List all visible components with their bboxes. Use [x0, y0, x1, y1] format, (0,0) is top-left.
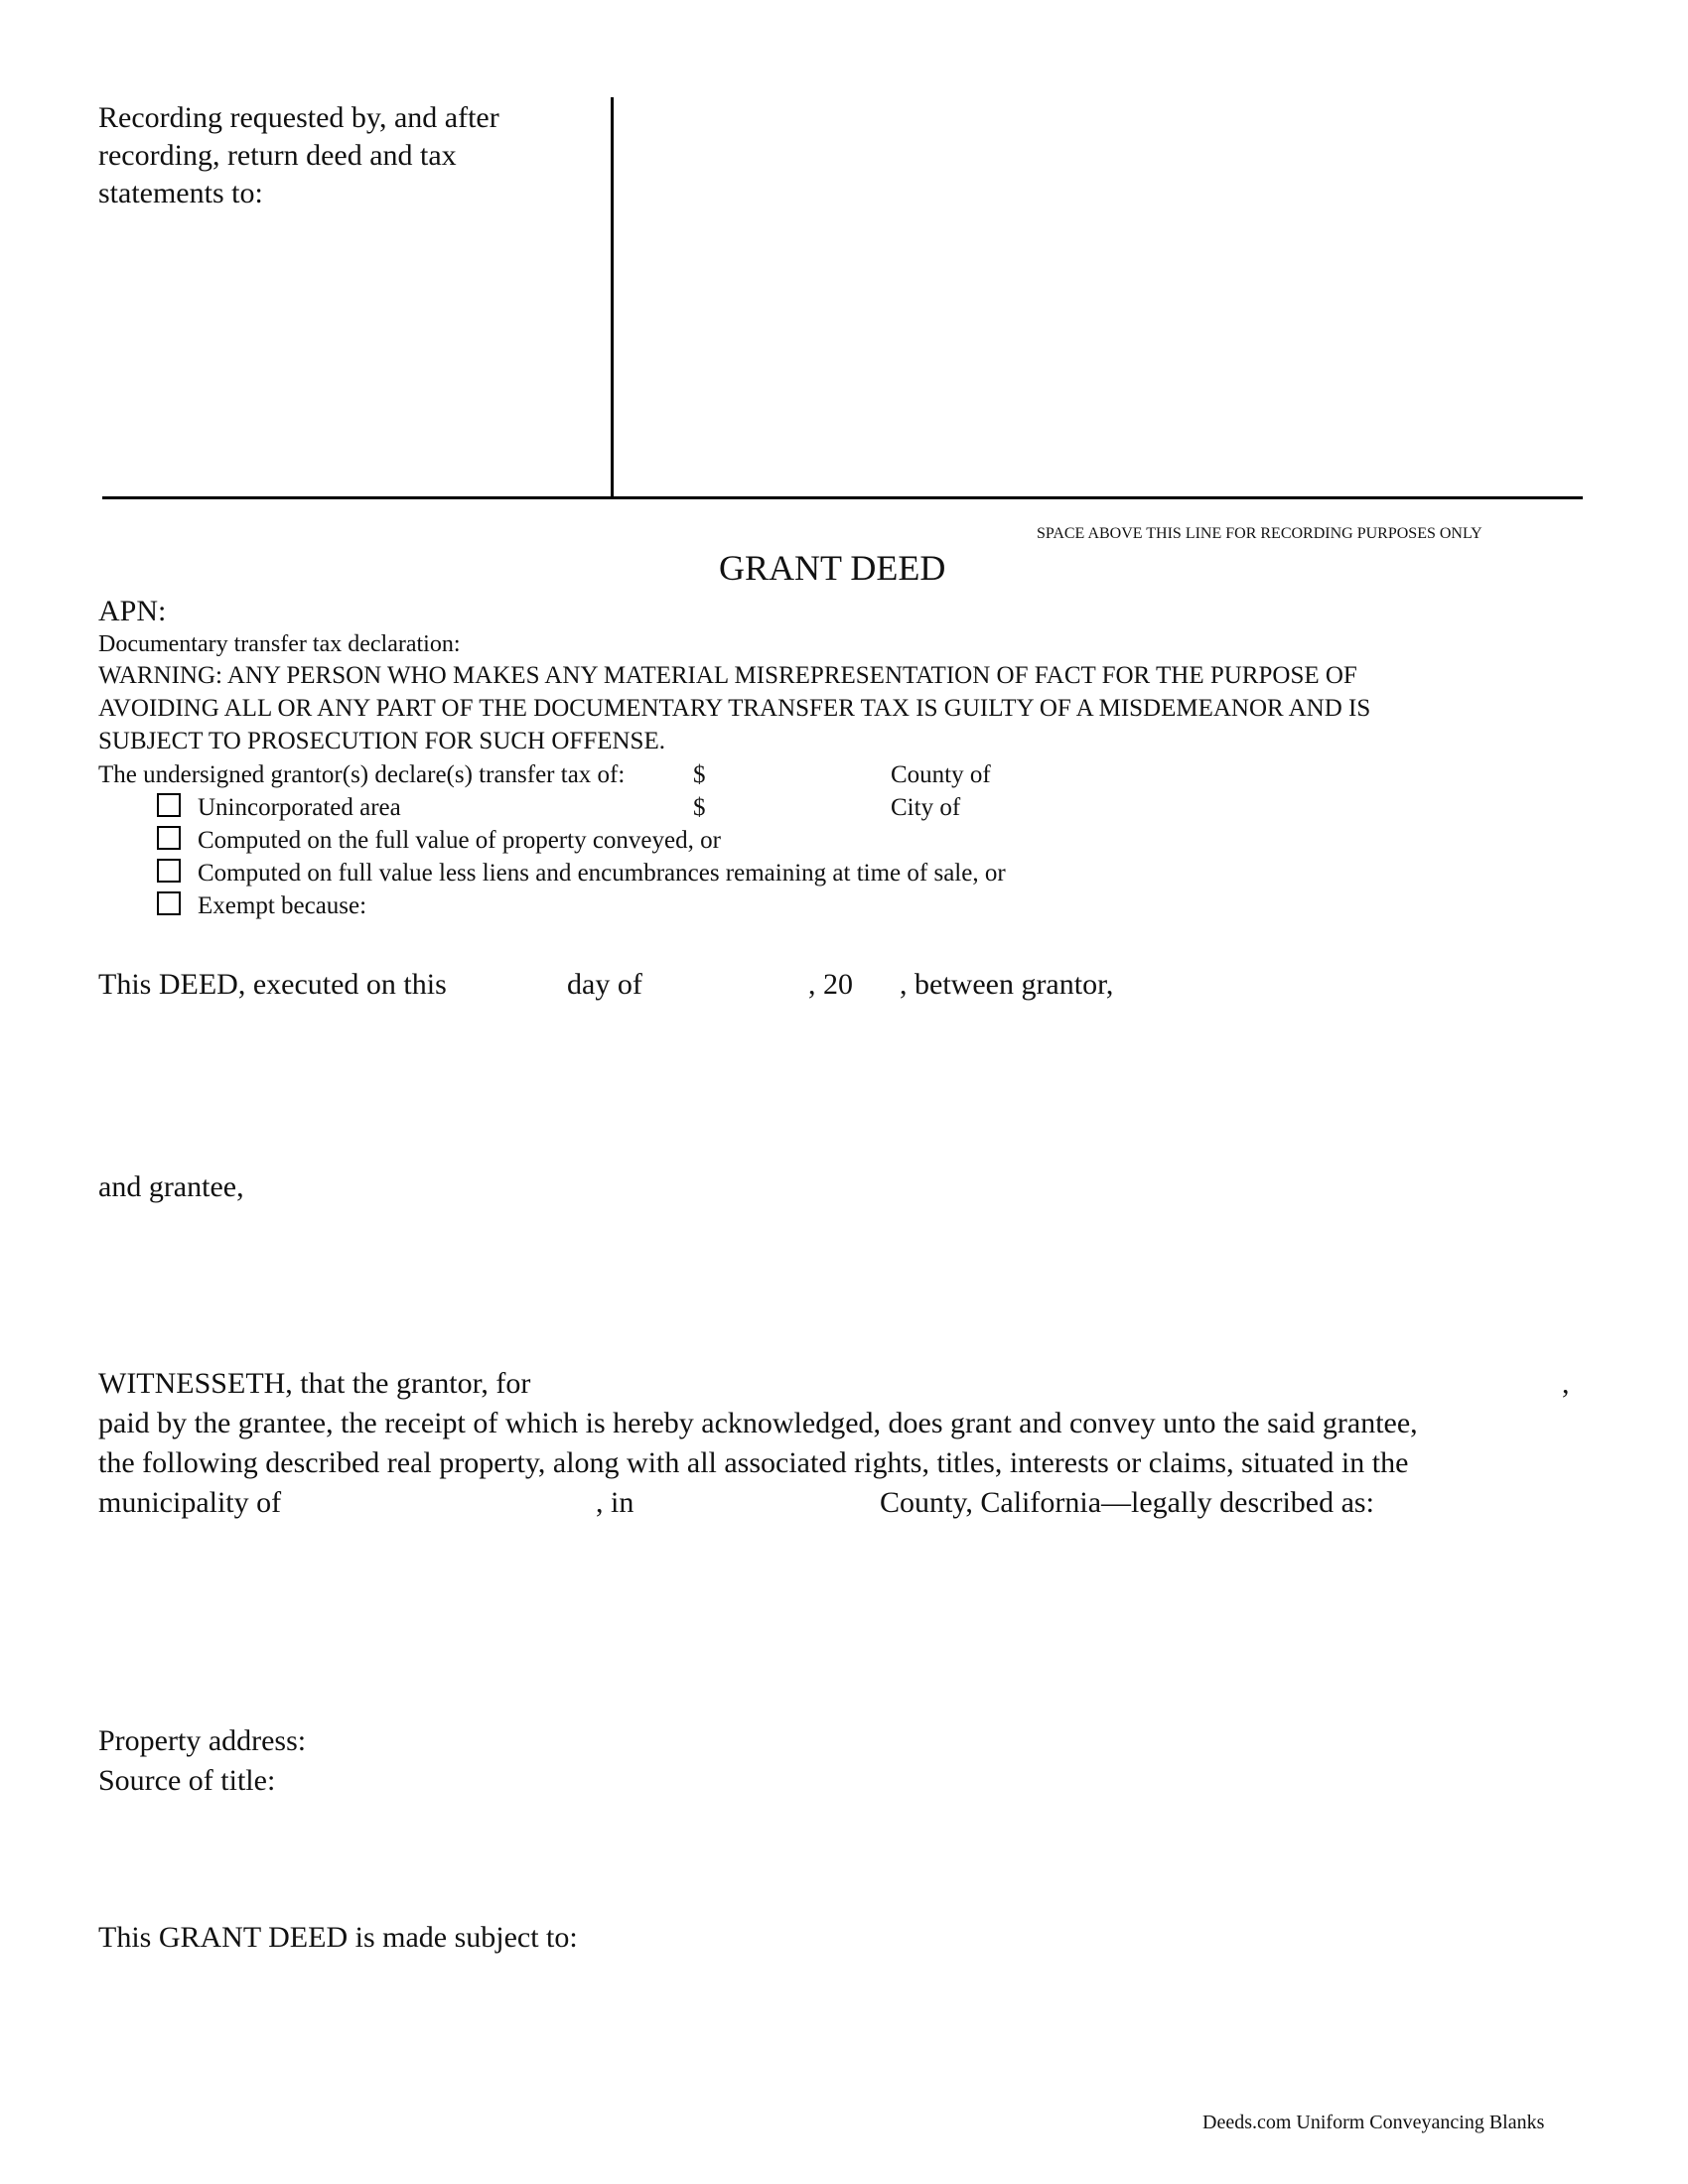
- recording-divider-vertical: [611, 97, 614, 499]
- grantee-text: and grantee,: [98, 1170, 244, 1203]
- declare-tax-label: The undersigned grantor(s) declare(s) transfer tax of:: [98, 761, 626, 788]
- transfer-tax-declaration-label: Documentary transfer tax declaration:: [98, 631, 461, 657]
- space-above-note: SPACE ABOVE THIS LINE FOR RECORDING PURPOSES ONLY: [1037, 525, 1482, 542]
- deed-executed-text: This DEED, executed on this: [98, 968, 447, 1001]
- warning-line-3: SUBJECT TO PROSECUTION FOR SUCH OFFENSE.: [98, 728, 665, 754]
- warning-line-2: AVOIDING ALL OR ANY PART OF THE DOCUMENTARY TRANSFER TAX IS GUILTY OF A MISDEMEANOR AND IS: [98, 695, 1371, 722]
- property-address-label: Property address:: [98, 1724, 307, 1757]
- source-of-title-label: Source of title:: [98, 1764, 276, 1797]
- recording-requested-line-1: Recording requested by, and after: [98, 101, 499, 134]
- footer-text: Deeds.com Uniform Conveyancing Blanks: [1202, 2112, 1545, 2133]
- deed-between-grantor-text: , between grantor,: [900, 968, 1114, 1001]
- witnesseth-comma: ,: [1562, 1367, 1570, 1400]
- paid-by-grantee-text: paid by the grantee, the receipt of which is hereby acknowledged, does grant and convey unto the said grantee,: [98, 1407, 1418, 1439]
- recording-requested-line-2: recording, return deed and tax: [98, 139, 457, 172]
- full-value-label: Computed on the full value of property conveyed, or: [198, 827, 721, 854]
- deed-day-of-text: day of: [567, 968, 642, 1001]
- witnesseth-text: WITNESSETH, that the grantor, for: [98, 1367, 531, 1400]
- full-value-checkbox[interactable]: [157, 826, 181, 850]
- in-text: , in: [596, 1486, 634, 1519]
- unincorporated-dollar-sign: $: [693, 794, 706, 821]
- deed-year-text: , 20: [808, 968, 853, 1001]
- warning-line-1: WARNING: ANY PERSON WHO MAKES ANY MATERIAL MISREPRESENTATION OF FACT FOR THE PURPOSE OF: [98, 662, 1357, 689]
- county-california-text: County, California—legally described as:: [880, 1486, 1374, 1519]
- exempt-label: Exempt because:: [198, 892, 367, 919]
- less-liens-label: Computed on full value less liens and encumbrances remaining at time of sale, or: [198, 860, 1006, 887]
- recording-divider-horizontal: [102, 496, 1583, 499]
- municipality-of-text: municipality of: [98, 1486, 282, 1519]
- exempt-checkbox[interactable]: [157, 891, 181, 915]
- unincorporated-area-checkbox[interactable]: [157, 793, 181, 817]
- tax-dollar-sign: $: [693, 761, 706, 788]
- less-liens-checkbox[interactable]: [157, 859, 181, 883]
- apn-label: APN:: [98, 595, 167, 627]
- subject-to-text: This GRANT DEED is made subject to:: [98, 1921, 578, 1954]
- city-of-label: City of: [891, 794, 961, 821]
- county-of-label: County of: [891, 761, 991, 788]
- recording-requested-line-3: statements to:: [98, 177, 263, 209]
- following-property-text: the following described real property, along with all associated rights, titles, interests or claims, situated in the: [98, 1446, 1409, 1479]
- unincorporated-area-label: Unincorporated area: [198, 794, 401, 821]
- document-title: GRANT DEED: [719, 548, 946, 588]
